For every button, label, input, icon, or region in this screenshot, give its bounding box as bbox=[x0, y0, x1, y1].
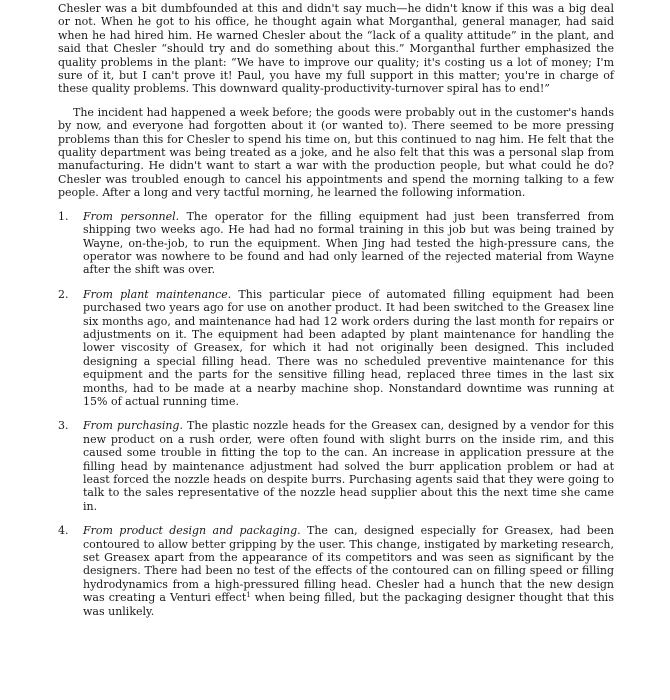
paragraph-1: Chesler was a bit dumbfounded at this and didn't say much—he didn't know if this was a big deal or not. When he got to his office, he thought again what Morganthal, general manager, had said when he had hired him. He warned Chesler about the “lack of a quality attitude” in the plant, and said that Chesler “should try and do something about this.” Morganthal further emphasized the quality problems in the plant: “We have to improve our quality; it's costing us a lot of money; I'm sure of it, but I can't prove it! Paul, you have my full support in this matter; you're in charge of these quality problems. This downward quality-productivity-turnover spiral has to end!” bbox=[58, 2, 614, 96]
item-lead: From plant maintenance. bbox=[83, 287, 232, 301]
footnote-marker: 1 bbox=[246, 591, 251, 600]
item-number: 4. bbox=[58, 524, 69, 538]
item-text: The can, designed especially for Greasex, had been contoured to allow better gripping by the user. This change, instigated by marketing research, set Greasex apart from the appearance of its competitors and was seen as significant by the designers. There had been no test of the effects of the contoured can on filling speed or filling hydrodynamics from a high-pressured filling head. Chesler had a hunch that the new design was creating a Venturi effect bbox=[83, 524, 615, 605]
list-item bbox=[58, 287, 615, 409]
item-text-continued: when being filled, but the packaging designer thought that this was unlikely. bbox=[83, 591, 614, 618]
item-lead: From product design and packaging. bbox=[83, 524, 301, 538]
list-item bbox=[58, 524, 615, 618]
item-lead: From personnel. bbox=[83, 209, 180, 223]
item-text: The plastic nozzle heads for the Greasex can, designed by a vendor for this new product on a rush order, were often found with slight burrs on the inside rim, and this caused some trouble in fitting the top to the can. An increase in application pressure at the filling head by maintenance adjustment had solved the burr application problem or had at least forced the nozzle heads on despite burrs. Purchasing agents said that they were going to talk to the sales representative of the nozzle head supplier about this the next time she came in. bbox=[83, 419, 614, 513]
item-lead: From purchasing. bbox=[83, 419, 183, 433]
paragraph-2: The incident had happened a week before; the goods were probably out in the customer's hands by now, and everyone had forgotten about it (or wanted to). There seemed to be more pressing problems than this for Chesler to spend his time on, but this continued to nag him. He felt that the quality department was being treated as a joke, and he also felt that this was a personal slap from manufacturing. He didn't want to start a war with the production people, but what could he do? Chesler was troubled enough to cancel his appointments and spend the morning talking to a few people. After a long and very tactful morning, he learned the following information. bbox=[58, 105, 614, 200]
list-item bbox=[58, 209, 614, 277]
findings-list bbox=[58, 210, 614, 618]
item-number: 3. bbox=[58, 419, 69, 433]
item-text: The operator for the filling equipment had just been transferred from shipping two weeks ago. He had had no formal training in this job but was being trained by Wayne, on-the-job, to run the equipment. When Jing had tested the high-pressure cans, the operator was nowhere to be found and had only learned of the rejected material from Wayne after the shift was over. bbox=[83, 209, 614, 277]
list-item bbox=[58, 419, 614, 513]
item-number: 1. bbox=[58, 209, 69, 223]
item-number: 2. bbox=[58, 287, 69, 301]
item-text: This particular piece of automated filling equipment had been purchased two years ago for use on another product. It had been switched to the Greasex line six months ago, and maintenance had had 12 work orders during the last month for repairs or adjustments on it. The equipment had been adapted by plant maintenance for handling the lower viscosity of Greasex, for which it had not originally been designed. This included designing a special filling head. There was no scheduled preventive maintenance for this equipment and the parts for the sensitive filling head, replaced three times in the last six months, had to be made at a nearby machine shop. Nonstandard downtime was running at 15% of actual running time. bbox=[83, 287, 615, 408]
